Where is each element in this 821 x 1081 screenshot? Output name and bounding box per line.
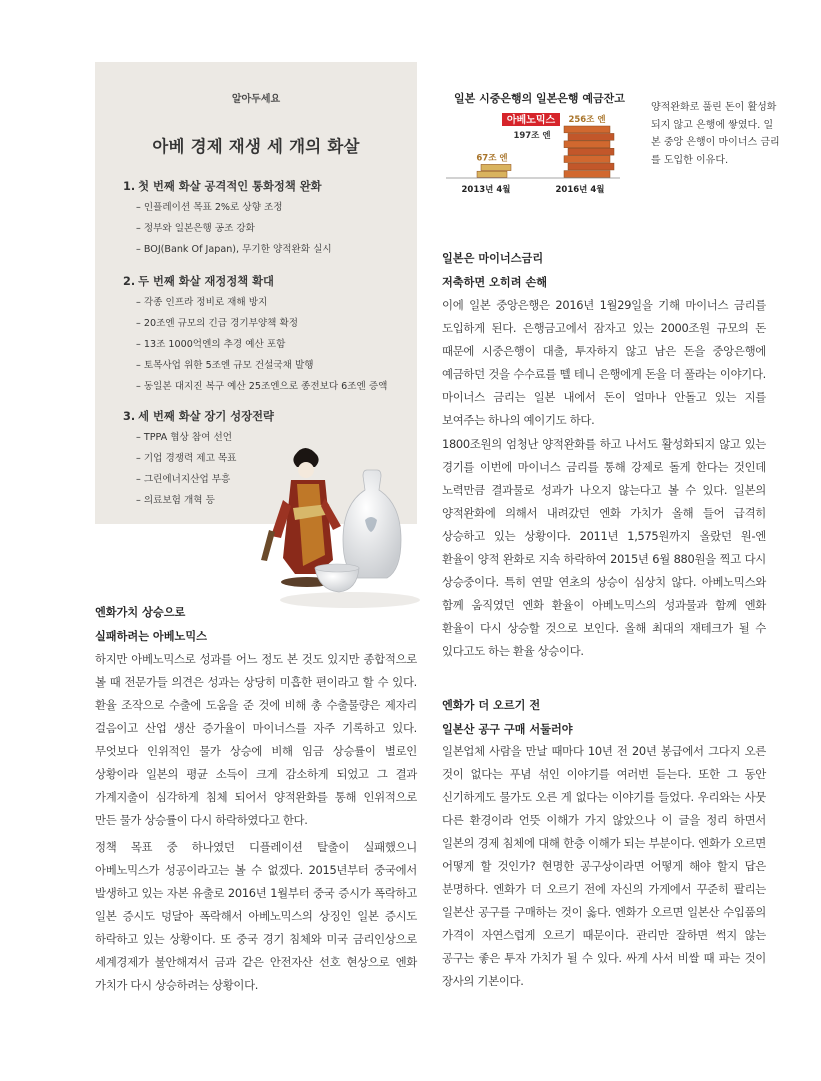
chart-bar-brick xyxy=(477,171,507,177)
info-box-tag: 알아두세요 xyxy=(231,94,281,105)
right-subhead-1: 일본은 마이너스금리 xyxy=(442,252,544,265)
sake-bottle xyxy=(343,470,401,578)
left-subhead-2: 실패하려는 아베노믹스 xyxy=(95,630,207,643)
sake-cup xyxy=(315,564,359,592)
right-subhead-3: 엔화가 더 오르기 전 xyxy=(442,699,541,712)
right-paragraph-1: 이에 일본 중앙은행은 2016년 1월29일을 기해 마이너스 금리를 도입하게 된다. 은행금고에서 잠자고 있는 2000조원 규모의 돈 때문에 시중은행이 대출, 투자하지 않고 남은 돈을 중앙은행에 예금하던 것을 수수료를 뗄 테니 은행에게 돈을 더 풀라는 이야기다. 마이너스 금리는 일본 내에서 돈이 얼마나 안돌고 있는 지를 보여주는 하나의 예이기도 하다. xyxy=(442,298,766,427)
section-2-item: – 동일본 대지진 복구 예산 25조엔으로 종전보다 6조엔 증액 xyxy=(136,378,387,392)
info-box-title: 아베 경제 재생 세 개의 화살 xyxy=(152,137,360,156)
left-paragraph-1: 하지만 아베노믹스로 성과를 어느 정도 본 것도 있지만 종합적으로 볼 때 전문가들 의견은 성과는 상당히 미흡한 편이라고 할 수 있다. 환율 조작으로 수출에 도움을 준 것에 비해 총 수출물량은 제자리 걸음이고 산업 생산 증가율이 마이너스를 자주 기록하고 있다. 무엇보다 인위적인 물가 상승에 비해 임금 상승률이 별로인 상황이라 일본의 평균 소득이 크게 감소하게 되었고 그 결과 가계지출이 심각하게 침체 되어서 양적완화를 통해 인위적으로 만든 물가 상승률이 다시 하락하였다고 한다. xyxy=(95,652,417,827)
section-3-item: – 의료보험 개혁 등 xyxy=(136,492,215,506)
section-2-item: – 토목사업 위한 5조엔 규모 건설국채 발행 xyxy=(136,357,314,371)
chart-note: 양적완화로 풀린 돈이 활성화 되지 않고 은행에 쌓였다. 일본 중앙 은행이 마이너스 금리를 도입한 이유다. xyxy=(651,102,780,166)
section-2-item: – 각종 인프라 정비로 재해 방지 xyxy=(136,294,267,308)
section-3-item: – 기업 경쟁력 제고 목표 xyxy=(136,450,236,464)
left-subhead-1: 엔화가치 상승으로 xyxy=(95,606,186,619)
right-subhead-2: 저축하면 오히려 손해 xyxy=(442,276,548,289)
chart-bar-brick xyxy=(568,163,614,170)
section-1-item: – BOJ(Bank Of Japan), 무기한 양적완화 실시 xyxy=(136,241,332,255)
left-paragraph-2: 정책 목표 중 하나였던 디플레이션 탈출이 실패했으니 아베노믹스가 성공이라고는 볼 수 없겠다. 2015년부터 중국에서 발생하고 있는 자본 유출로 2016년 1월부터 중국 증시가 폭락하고 일본 증시도 덩달아 폭락해서 아베노믹스의 상징인 일본 증시도 하락하고 있는 상황이다. 또 중국 경기 침체와 미국 금리인상으로 세계경제가 불안해져서 금과 같은 안전자산 선호 현상으로 엔화 가치가 다시 상승하려는 상황이다. xyxy=(95,840,417,992)
section-2-heading: 2. 두 번째 화살 재정정책 확대 xyxy=(123,275,274,288)
chart-x-label-2013: 2013년 4월 xyxy=(461,185,511,195)
section-2-item: – 20조엔 규모의 긴급 경기부양책 확정 xyxy=(136,315,298,329)
section-3-heading: 3. 세 번째 화살 장기 성장전략 xyxy=(123,410,274,423)
right-subhead-4: 일본산 공구 구매 서둘러야 xyxy=(442,723,573,736)
deposit-balance-chart xyxy=(440,108,640,198)
chart-x-label-2016: 2016년 4월 xyxy=(555,185,605,195)
right-paragraph-3: 일본업체 사람을 만날 때마다 10년 전 20년 봉급에서 그다지 오른 것이 없다는 푸념 섞인 이야기를 여러번 듣는다. 또한 그 동안 신기하게도 물가도 오른 게 없다는 이야기를 들었다. 우리와는 사뭇 다른 환경이라 언뜻 이해가 가지 않았으나 이 글을 정리 하면서 일본의 경제 침체에 대해 한층 이해가 되는 부분이다. 엔화가 오르면 어떻게 할 것인가? 현명한 공구상이라면 어떻게 해야 할지 답은 분명하다. 엔화가 더 오르기 전에 자신의 가게에서 꾸준히 팔리는 일본산 공구를 구매하는 것이 옳다. 엔화가 오르면 일본산 수입품의 가격이 자연스럽게 오르기 때문이다. 관리만 잘하면 썩지 않는 공구는 좋은 투자 가치가 될 수 있다. 싸게 사서 비쌀 때 파는 것이 장사의 기본이다. xyxy=(442,744,766,988)
chart-bar-brick xyxy=(568,148,614,155)
chart-bar-brick xyxy=(564,156,610,163)
chart-value-2013: 67조 엔 xyxy=(476,153,508,164)
chart-bar-2016 xyxy=(564,126,614,177)
abenomics-badge-label: 아베노믹스 xyxy=(506,115,556,126)
section-1-item: – 정부와 일본은행 공조 강화 xyxy=(136,220,255,234)
section-3-item: – TPPA 협상 참여 선언 xyxy=(136,429,232,443)
right-paragraph-2: 1800조원의 엄청난 양적완화를 하고 나서도 활성화되지 않고 있는 경기를 이번에 마이너스 금리를 통해 강제로 돌게 한다는 것인데 노력만큼 결과물로 성과가 나오지 않는다고 볼 수 있다. 일본의 양적완화에 의해서 내려갔던 엔화 가치가 올해 들어 급격히 상승하고 있는 상황이다. 2011년 1,575원까지 올랐던 원-엔 환율이 양적 완화로 지속 하락하여 2015년 6월 880원을 찍고 다시 상승중이다. 특히 연말 연초의 상승이 심상치 않다. 아베노믹스와 함께 움직였던 엔화 환율이 아베노믹스의 성과물과 함께 엔화 환율이 다시 상승할 것으로 보인다. 올해 최대의 재테크가 될 수 있다고도 하는 환율 상승이다. xyxy=(442,437,766,658)
abenomics-badge-value: 197조 엔 xyxy=(513,131,551,141)
chart-bar-2013 xyxy=(477,164,511,177)
section-2-item: – 13조 1000억엔의 추경 예산 포함 xyxy=(136,336,285,350)
doll-and-sake-illustration xyxy=(255,440,425,620)
chart-value-2016: 256조 엔 xyxy=(568,115,606,125)
section-1-heading: 1. 첫 번째 화살 공격적인 통화정책 완화 xyxy=(123,180,322,193)
chart-bar-brick xyxy=(564,126,610,133)
chart-bar-brick xyxy=(481,164,511,170)
chart-bar-brick xyxy=(568,133,614,140)
section-3-item: – 그린에너지산업 부흥 xyxy=(136,471,230,485)
chart-title: 일본 시중은행의 일본은행 예금잔고 xyxy=(454,92,625,105)
chart-bar-brick xyxy=(564,141,610,148)
section-1-item: – 인플레이션 목표 2%로 상향 조정 xyxy=(136,199,283,213)
chart-bar-brick xyxy=(564,171,610,178)
